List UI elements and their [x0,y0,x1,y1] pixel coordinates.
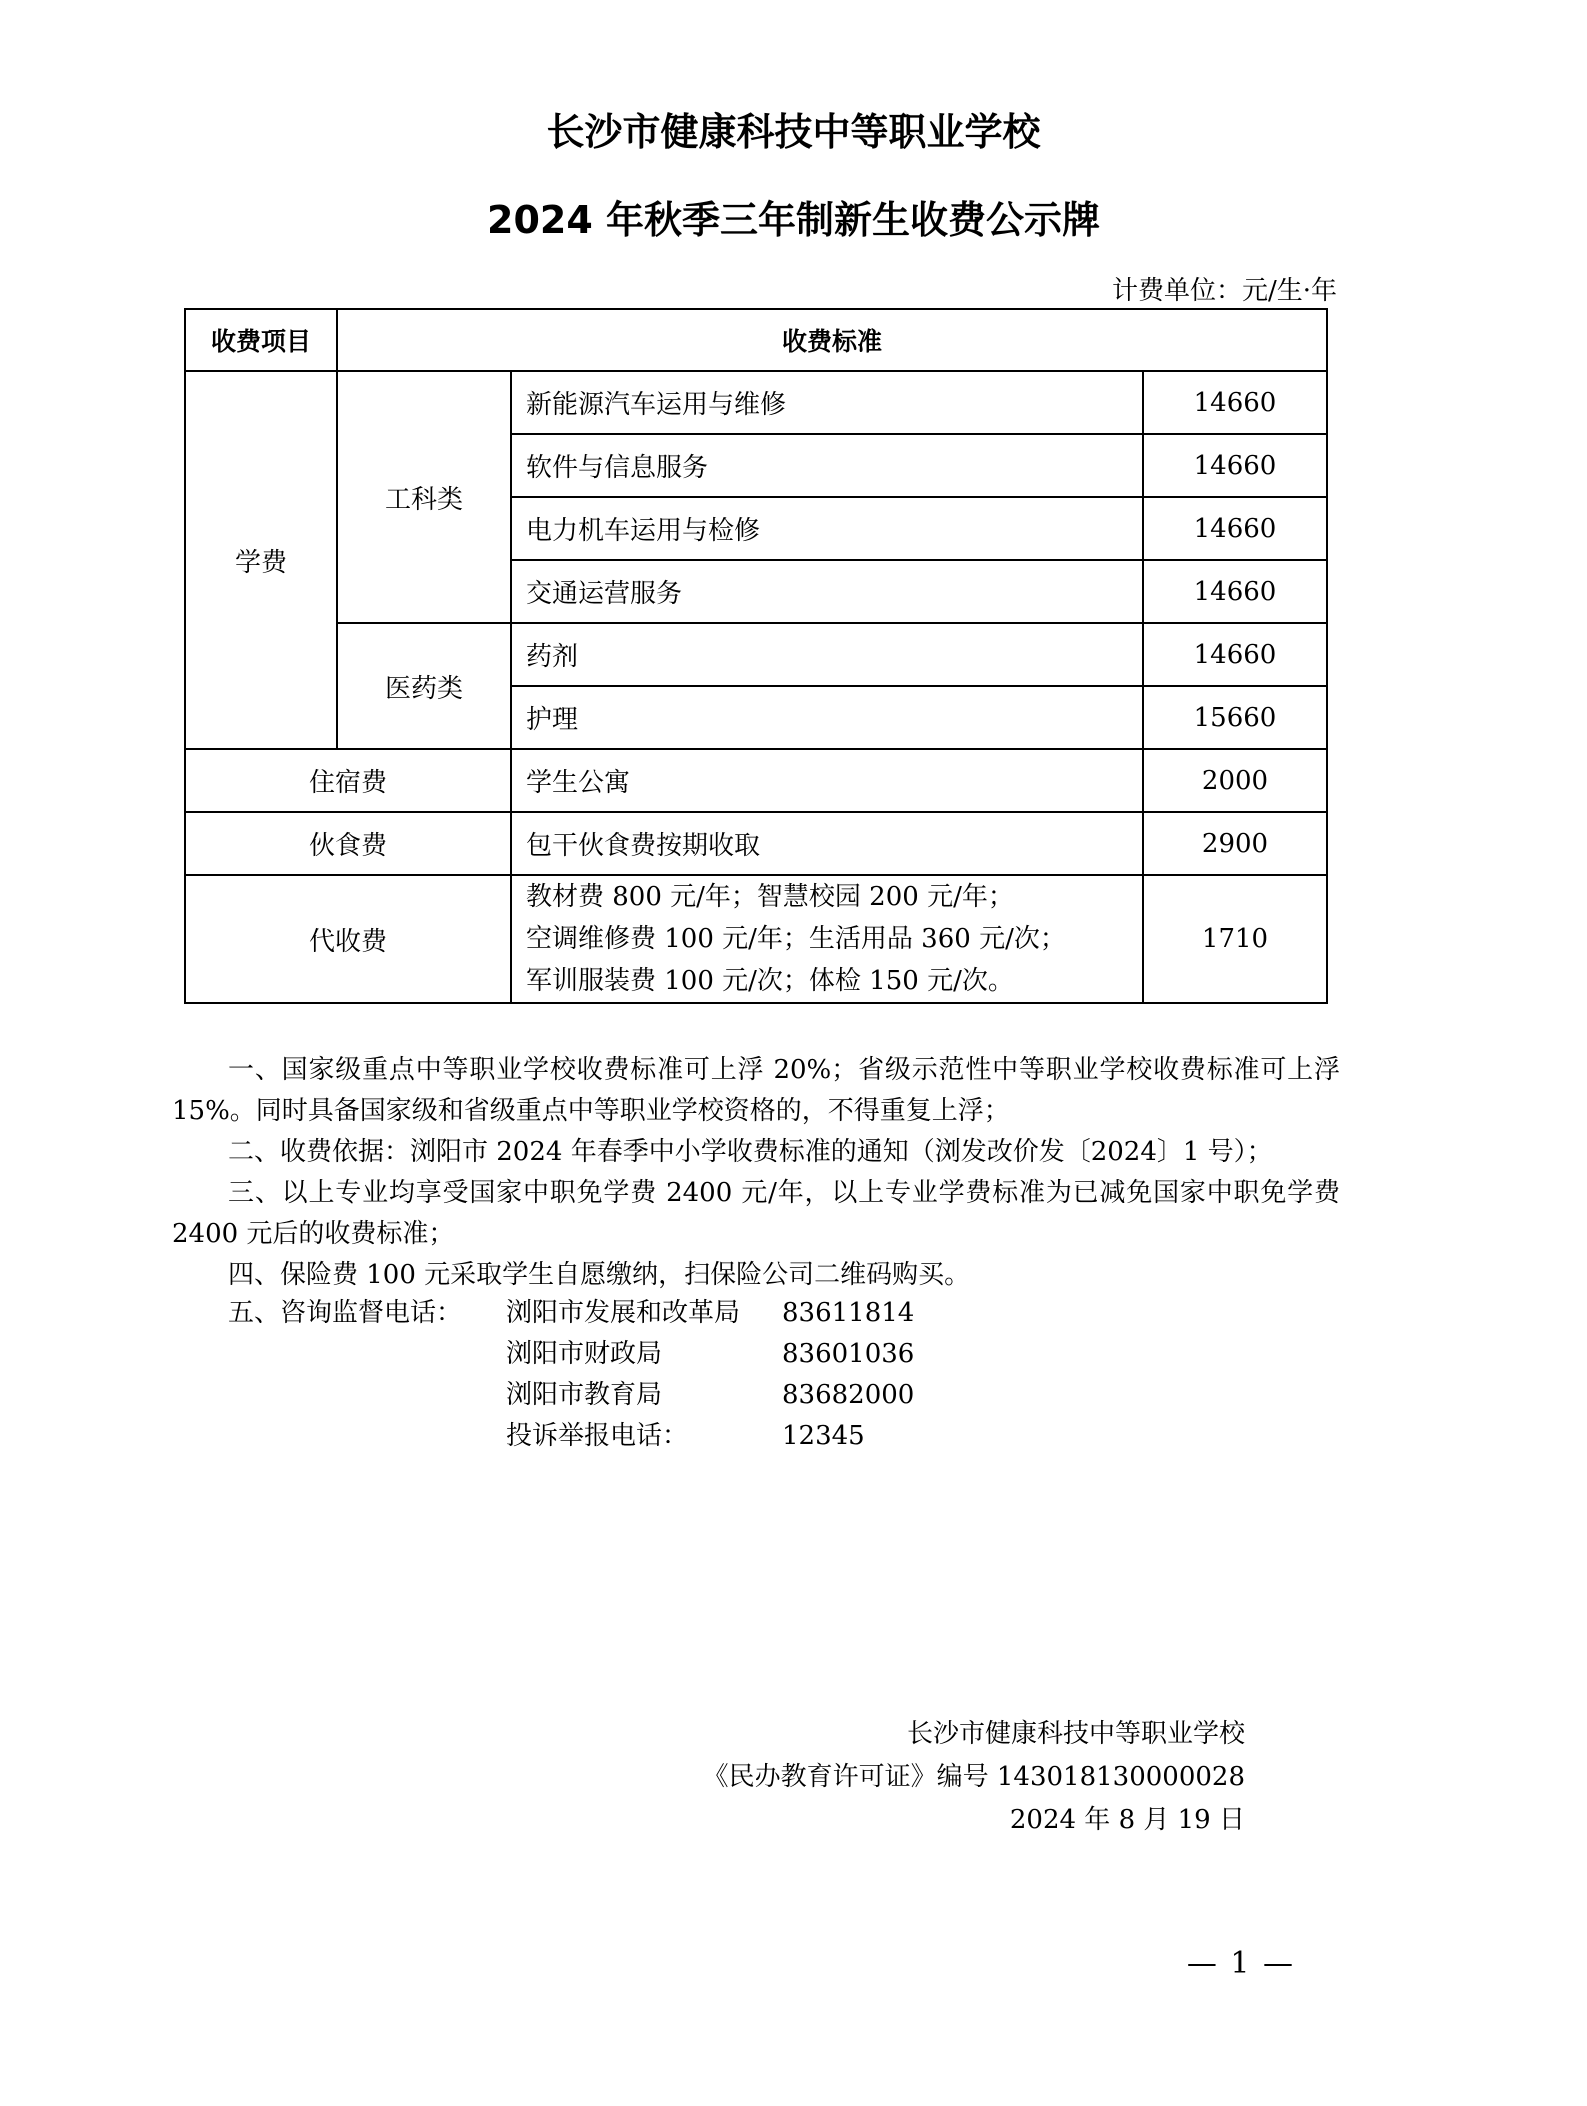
contact-org: 浏阳市财政局 [506,1339,663,1369]
contact-org: 浏阳市教育局 [506,1380,663,1410]
note-paragraph: 一、国家级重点中等职业学校收费标准可上浮 20%；省级示范性中等职业学校收费标准可上浮 15%。同时具备国家级和省级重点中等职业学校资格的，不得重复上浮； [172,1055,1340,1126]
page-number: — 1 — [1186,1946,1295,1981]
signature-block [703,1713,1245,1842]
table-row-meals [185,812,1327,875]
header-fee-item: 收费项目 [185,309,337,371]
contact-org: 投诉举报电话： [506,1421,689,1451]
agency-fee-line: 教材费 800 元/年；智慧校园 200 元/年； [526,882,1014,912]
list-item [228,1375,914,1416]
fee-amount: 14660 [1143,434,1327,497]
header-fee-standard: 收费标准 [337,309,1327,371]
major-name: 软件与信息服务 [511,434,1143,497]
agency-fee-label: 代收费 [185,875,511,1003]
table-row-accommodation [185,749,1327,812]
major-name: 电力机车运用与检修 [511,497,1143,560]
document-title-school: 长沙市健康科技中等职业学校 [546,110,1041,154]
fee-table [184,308,1328,1004]
note-paragraph: 四、保险费 100 元采取学生自愿缴纳，扫保险公司二维码购买。 [228,1260,971,1290]
contact-org: 浏阳市发展和改革局 [506,1298,741,1328]
document-title-notice: 2024 年秋季三年制新生收费公示牌 [487,198,1100,242]
signature-school: 长沙市健康科技中等职业学校 [906,1719,1245,1749]
signature-date: 2024 年 8 月 19 日 [1009,1805,1245,1835]
table-row [185,623,1327,686]
contact-phone: 12345 [782,1421,865,1451]
contact-lead: 五、咨询监督电话： [228,1298,463,1328]
agency-fee-details [511,875,1143,1003]
meals-fee: 2900 [1143,812,1327,875]
meals-label: 伙食费 [185,812,511,875]
category-medical: 医药类 [337,623,511,749]
contact-phone: 83611814 [782,1298,915,1328]
note-paragraph: 二、收费依据：浏阳市 2024 年春季中小学收费标准的通知（浏发改价发〔2024〕1 号）； [228,1137,1273,1167]
accommodation-fee: 2000 [1143,749,1327,812]
major-name: 交通运营服务 [511,560,1143,623]
fee-amount: 14660 [1143,560,1327,623]
table-row-agency [185,875,1327,1003]
fee-amount: 14660 [1143,623,1327,686]
list-item [228,1416,914,1457]
fee-amount: 14660 [1143,371,1327,434]
contact-phone: 83601036 [782,1339,915,1369]
contact-lead-spacer [228,1416,506,1457]
fee-amount: 15660 [1143,686,1327,749]
major-name: 护理 [511,686,1143,749]
contact-lead-spacer [228,1375,506,1416]
tuition-label: 学费 [185,371,337,749]
meals-desc: 包干伙食费按期收取 [511,812,1143,875]
fee-amount: 14660 [1143,497,1327,560]
list-item [228,1293,914,1334]
list-item [228,1334,914,1375]
note-paragraph: 三、以上专业均享受国家中职免学费 2400 元/年，以上专业学费标准为已减免国家中职免学费 2400 元后的收费标准； [172,1178,1340,1249]
contact-list [228,1293,914,1457]
table-row [185,371,1327,434]
signature-license: 《民办教育许可证》编号 143018130000028 [702,1762,1245,1792]
agency-fee-line: 军训服装费 100 元/次；体检 150 元/次。 [526,966,1014,996]
billing-unit-note: 计费单位：元/生·年 [1111,276,1337,306]
agency-fee-amount: 1710 [1143,875,1327,1003]
major-name: 新能源汽车运用与维修 [511,371,1143,434]
agency-fee-line: 空调维修费 100 元/年；生活用品 360 元/次； [526,924,1066,954]
notes-section [172,1050,1340,1296]
contact-lead-spacer [228,1334,506,1375]
accommodation-desc: 学生公寓 [511,749,1143,812]
major-name: 药剂 [511,623,1143,686]
contact-phone: 83682000 [782,1380,915,1410]
category-engineering: 工科类 [337,371,511,623]
accommodation-label: 住宿费 [185,749,511,812]
table-header-row [185,309,1327,371]
